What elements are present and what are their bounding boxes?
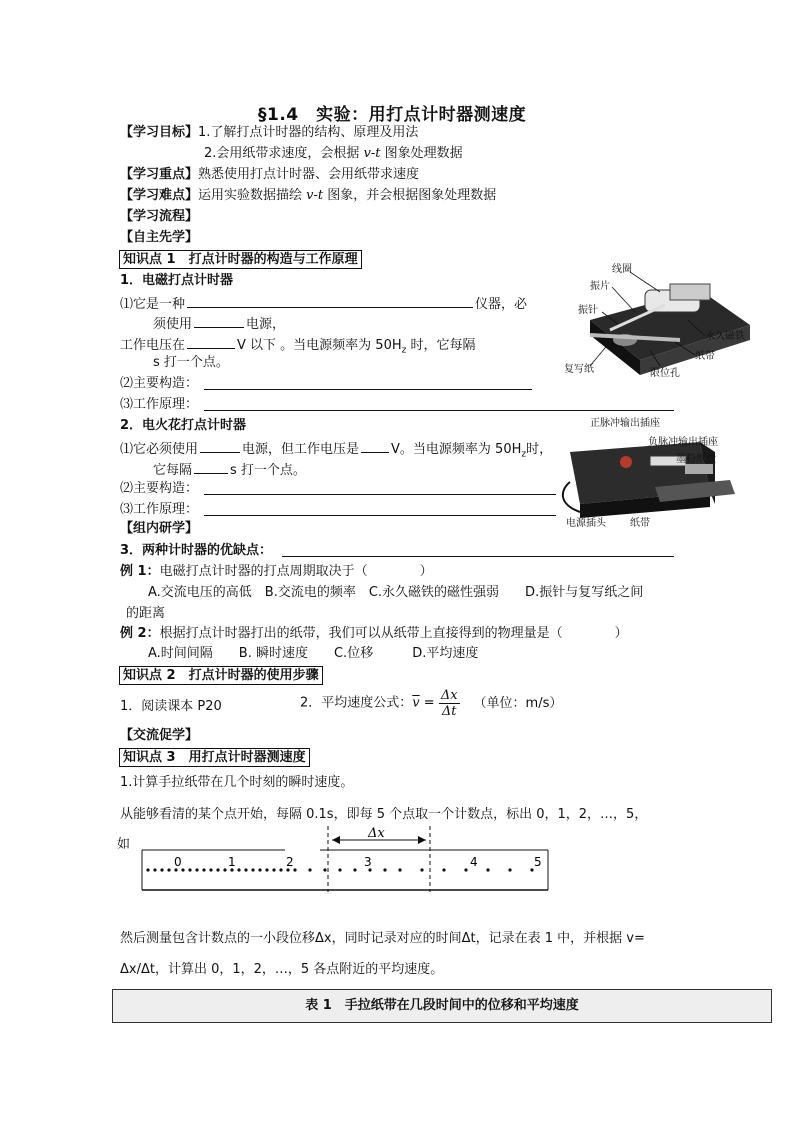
table-caption: 表 1 手拉纸带在几段时间中的位移和平均速度: [112, 989, 772, 1023]
tape-dot: [251, 868, 254, 871]
tape-dot: [195, 868, 198, 871]
key-points-row: [120, 166, 419, 184]
tape-dot: [181, 868, 184, 871]
tape-dot: [420, 868, 423, 871]
s1-q1-line1: [120, 293, 527, 314]
example2: [120, 625, 628, 643]
example1-label: 例 1：: [120, 564, 160, 579]
goals-item2: [204, 145, 463, 163]
s2-hz-sub: z: [521, 449, 527, 460]
label-hole: 限位孔: [650, 368, 680, 379]
s1-q1-c: 须使用: [153, 317, 193, 332]
example1-options: A.交流电压的高低 B.交流电的频率 C.永久磁铁的磁性强弱 D.振针与复写纸之间: [148, 585, 644, 600]
tape-dot: [293, 868, 296, 871]
knowledge-point-3: 知识点 3 用打点计时器测速度: [119, 748, 310, 767]
tape-dot: [442, 868, 445, 871]
s2-q1-f: s 打一个点。: [230, 463, 306, 478]
label-coil: 线圈: [612, 264, 632, 275]
example2-label: 例 2：: [120, 626, 160, 641]
tape-dot: [265, 868, 268, 871]
tape-dot: [338, 868, 341, 871]
goals-item2-post: 图象处理数据: [380, 146, 463, 161]
label-magnet: 永久磁铁: [705, 331, 745, 342]
s1-q1-g: 时，它每隔: [406, 338, 476, 353]
tape-dot: [160, 868, 163, 871]
formula-unit: （单位：m/s）: [473, 695, 563, 711]
label-pos-output: 正脉冲输出插座: [590, 418, 660, 429]
s1-q2: ⑵主要构造：: [120, 376, 199, 391]
tape-dot: [223, 868, 226, 871]
tape-count-label: 1: [228, 855, 236, 869]
s1-q1-b: 仪器，必: [475, 297, 528, 312]
label-ink-disc: 墨粉纸盘: [676, 454, 716, 465]
page-title: §1.4 实验：用打点计时器测速度: [258, 105, 527, 125]
formula-denominator: Δt: [441, 704, 457, 719]
key-points-text: 熟悉使用打点计时器、会用纸带求速度: [198, 167, 420, 182]
section1-heading: 1．电磁打点计时器: [120, 273, 234, 288]
blank-s2-principle[interactable]: [204, 515, 556, 516]
difficulties-label: 【学习难点】: [120, 188, 199, 203]
difficulties-post: 图象，并会根据图象处理数据: [323, 188, 497, 203]
tape-count-label: 0: [174, 855, 182, 869]
measure-paragraph-1: 然后测量包含计数点的一小段位移Δx，同时记录对应的时间Δt，记录在表 1 中，并根据 v=: [120, 931, 645, 946]
paper-tape-diagram: [140, 826, 552, 894]
difficulties-vt: v-t: [306, 188, 324, 203]
blank-s1-principle[interactable]: [204, 410, 674, 411]
tape-dot: [323, 868, 326, 871]
blank-power[interactable]: [194, 313, 244, 328]
s2-q1-b: 电源，但工作电压是: [242, 442, 360, 457]
s2-q1-c: V。当电源频率为 50H: [391, 442, 522, 457]
blank-instrument[interactable]: [187, 293, 473, 308]
tape-dot: [153, 868, 156, 871]
blank-s2-voltage[interactable]: [361, 438, 389, 453]
difficulties-pre: 运用实验数据描绘: [198, 188, 307, 203]
label-neg-output: 负脉冲输出插座: [648, 437, 718, 448]
tape-dot: [209, 868, 212, 871]
blank-s2-power[interactable]: [200, 438, 240, 453]
key-points-label: 【学习重点】: [120, 167, 199, 182]
s2-q1-a: ⑴它必须使用: [120, 442, 199, 457]
knowledge-point-1: 知识点 1 打点计时器的构造与工作原理: [119, 250, 362, 269]
tape-dot: [216, 868, 219, 871]
tape-dot: [508, 868, 511, 871]
tape-dot: [464, 868, 467, 871]
goals-label: 【学习目标】: [120, 125, 199, 140]
formula-numerator: Δx: [440, 688, 458, 703]
tape-dot: [486, 868, 489, 871]
tape-dot: [308, 868, 311, 871]
group-label: 【组内研学】: [120, 521, 199, 536]
s1-hz-sub: z: [401, 345, 407, 356]
tape-dx-label: Δx: [368, 826, 385, 841]
method-cut-char: 如: [117, 837, 131, 852]
section2-heading: 2．电火花打点计时器: [120, 418, 247, 433]
tape-count-labels: [174, 855, 542, 869]
tape-dot: [353, 868, 356, 871]
method-step2: 从能够看清的某个点开始，每隔 0.1s，即每 5 个点取一个计数点，标出 0，1，2，…，5，: [120, 807, 648, 822]
goals-item1: 1.了解打点计时器的结构、原理及用法: [198, 125, 419, 140]
step2-label: 2．平均速度公式：: [300, 695, 413, 711]
s2-q1-line2: [153, 459, 306, 480]
blank-s2-period[interactable]: [194, 459, 228, 474]
tape-count-label: 2: [286, 855, 294, 869]
flow-label: 【学习流程】: [120, 209, 199, 224]
s2-q3: ⑶工作原理：: [120, 502, 199, 517]
example2-options: A.时间间隔 B. 瞬时速度 C.位移 D.平均速度: [148, 646, 479, 661]
s1-q3: ⑶工作原理：: [120, 397, 199, 412]
step2-formula: [300, 688, 562, 719]
s2-q1-d: 时，: [526, 442, 553, 457]
blank-s1-structure[interactable]: [204, 389, 532, 390]
s1-q1-a: ⑴它是一种: [120, 297, 186, 312]
label-needle: 振针: [578, 305, 598, 316]
formula-v: $\overline{v}$: [412, 695, 420, 711]
tape-dot: [398, 868, 401, 871]
example1: [120, 563, 433, 581]
measure-paragraph-2: Δx/Δt，计算出 0，1，2，…，5 各点附近的平均速度。: [120, 962, 444, 977]
tape-dot: [279, 868, 282, 871]
goals-item2-vt: v-t: [363, 146, 381, 161]
method-step1: 1.计算手拉纸带在几个时刻的瞬时速度。: [120, 775, 354, 790]
s1-q1-line2: [153, 313, 285, 334]
goals-item2-pre: 2.会用纸带求速度，会根据: [204, 146, 364, 161]
tape-dot: [272, 868, 275, 871]
example1-text: 电磁打点计时器的打点周期取决于（ ）: [159, 564, 433, 579]
spark-timer-figure: [560, 412, 775, 530]
formula-fraction: [439, 688, 460, 719]
formula-eq: =: [419, 695, 439, 711]
tape-count-label: 5: [534, 855, 542, 869]
s1-q1-d: 电源，: [246, 317, 286, 332]
label-plug: 电源插头: [566, 518, 606, 529]
knowledge-point-2: 知识点 2 打点计时器的使用步骤: [119, 666, 323, 685]
tape-dot: [237, 868, 240, 871]
s1-q1-line4: s 打一个点。: [153, 355, 229, 370]
label-plate: 振片: [590, 281, 610, 292]
tape-dot: [188, 868, 191, 871]
tape-count-label: 3: [364, 855, 372, 869]
tape-count-label: 4: [470, 855, 478, 869]
tape-dot: [244, 868, 247, 871]
tape-dot: [167, 868, 170, 871]
step1: 1．阅读课本 P20: [120, 699, 222, 714]
difficulties-row: [120, 187, 496, 205]
label-carbon: 复写纸: [564, 364, 594, 375]
label-tape: 纸带: [630, 518, 650, 529]
label-paper: 纸带: [695, 351, 715, 362]
tape-dot: [383, 868, 386, 871]
tape-dot: [146, 868, 149, 871]
exchange-label: 【交流促学】: [120, 728, 199, 743]
s1-q1-f: V 以下 。当电源频率为 50H: [237, 338, 402, 353]
blank-pros-cons[interactable]: [282, 556, 674, 557]
section3-heading: 3．两种计时器的优缺点：: [120, 543, 273, 558]
electromagnetic-timer-figure: [550, 260, 772, 390]
s2-q1-e: 它每隔: [153, 463, 193, 478]
tape-dot: [258, 868, 261, 871]
s2-q2: ⑵主要构造：: [120, 481, 199, 496]
blank-voltage[interactable]: [187, 334, 235, 349]
self-study-label: 【自主先学】: [120, 230, 199, 245]
example1-cont: 的距离: [126, 606, 166, 621]
s1-q1-e: 工作电压在: [120, 338, 186, 353]
example2-text: 根据打点计时器打出的纸带，我们可以从纸带上直接得到的物理量是（ ）: [159, 626, 628, 641]
tape-dot: [202, 868, 205, 871]
goals-row: [120, 124, 418, 142]
blank-s2-structure[interactable]: [204, 494, 556, 495]
